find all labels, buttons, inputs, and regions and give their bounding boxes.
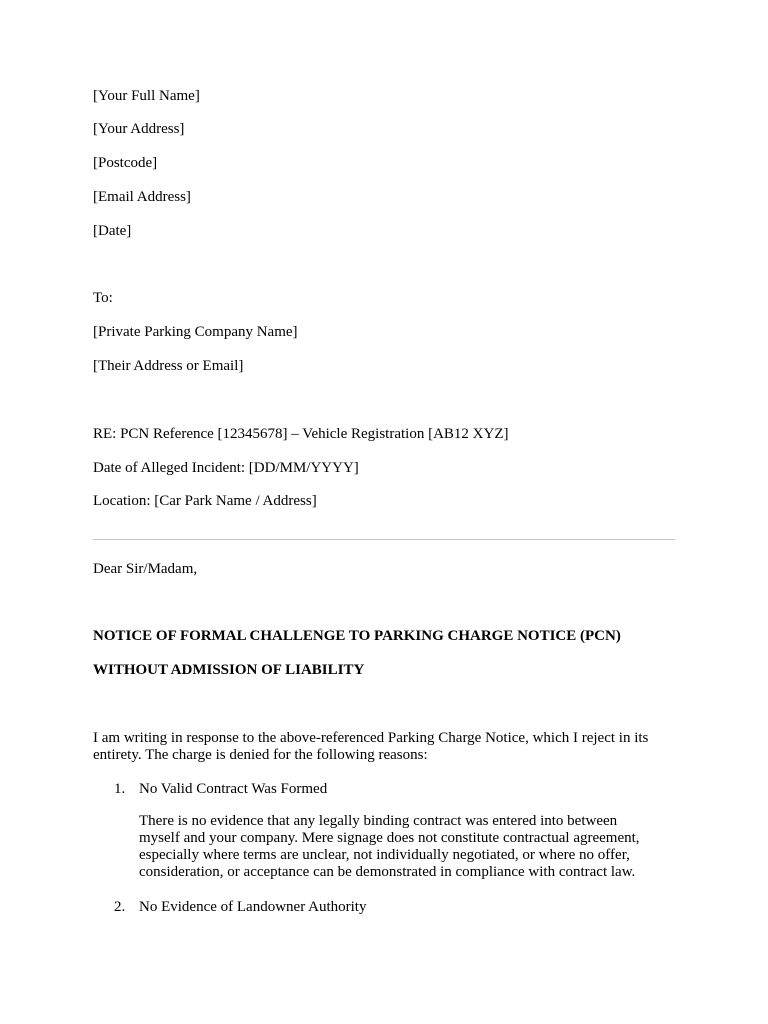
- reason-body-line: consideration, or acceptance can be demonstrated in compliance with contract law.: [139, 864, 636, 880]
- reason-body: [139, 813, 699, 881]
- sender-name: [Your Full Name]: [93, 88, 200, 104]
- reference-re-line: RE: PCN Reference [12345678] – Vehicle Registration [AB12 XYZ]: [93, 426, 509, 442]
- reference-location: Location: [Car Park Name / Address]: [93, 493, 317, 509]
- reason-body-line: myself and your company. Mere signage does not constitute contractual agreement,: [139, 830, 640, 846]
- heading-no-liability: WITHOUT ADMISSION OF LIABILITY: [93, 662, 365, 678]
- recipient-to-label: To:: [93, 290, 113, 306]
- reason-body-line: There is no evidence that any legally binding contract was entered into between: [139, 813, 618, 829]
- reason-number: 1.: [114, 781, 126, 797]
- sender-email: [Email Address]: [93, 189, 191, 205]
- salutation: Dear Sir/Madam,: [93, 561, 198, 577]
- recipient-company: [Private Parking Company Name]: [93, 324, 298, 340]
- intro-paragraph: [93, 730, 683, 764]
- heading-notice: NOTICE OF FORMAL CHALLENGE TO PARKING CHARGE NOTICE (PCN): [93, 628, 621, 644]
- recipient-address: [Their Address or Email]: [93, 358, 244, 374]
- intro-line: entirety. The charge is denied for the following reasons:: [93, 747, 428, 763]
- reason-number: 2.: [114, 899, 126, 915]
- intro-line: I am writing in response to the above-referenced Parking Charge Notice, which I reject in its: [93, 730, 649, 746]
- sender-address: [Your Address]: [93, 121, 185, 137]
- reason-body-line: especially where terms are unclear, not individually negotiated, or where no offer,: [139, 847, 630, 863]
- reason-title: No Evidence of Landowner Authority: [139, 899, 367, 915]
- sender-date: [Date]: [93, 223, 132, 239]
- reference-incident-date: Date of Alleged Incident: [DD/MM/YYYY]: [93, 460, 359, 476]
- sender-postcode: [Postcode]: [93, 155, 158, 171]
- reason-title: No Valid Contract Was Formed: [139, 781, 328, 797]
- section-divider: [93, 539, 675, 540]
